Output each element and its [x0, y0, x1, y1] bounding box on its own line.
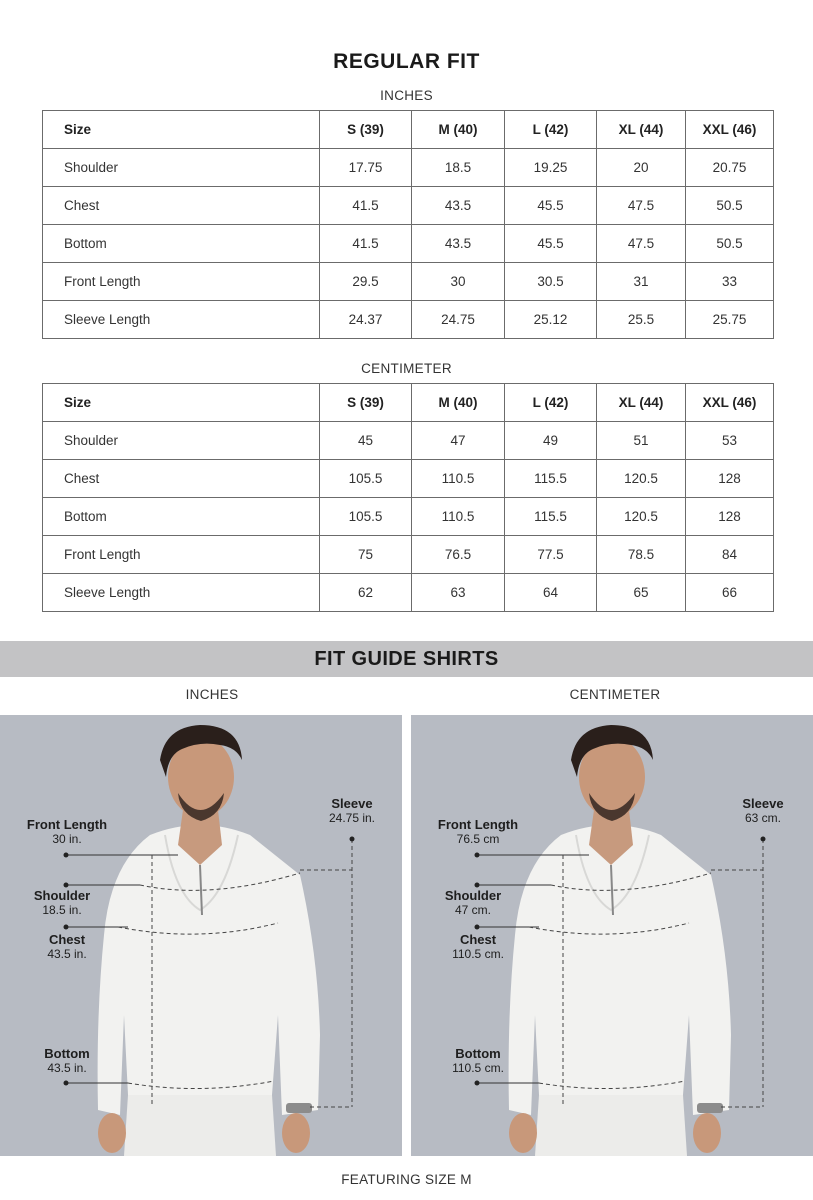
table-cell: 20 [597, 149, 686, 187]
row-label: Sleeve Length [43, 574, 320, 612]
table-cell: 128 [686, 498, 774, 536]
table-cell: 50.5 [686, 187, 774, 225]
row-label: Bottom [43, 498, 320, 536]
table-cell: 33 [686, 263, 774, 301]
column-header-size: Size [43, 111, 320, 149]
size-table-centimeter [42, 383, 774, 612]
row-label: Chest [43, 460, 320, 498]
front-length-value: 76.5 cm [456, 832, 500, 846]
table-cell: 41.5 [320, 187, 412, 225]
fit-guide-unit-centimeter: CENTIMETER [569, 687, 661, 702]
bottom-annotation [428, 1047, 528, 1075]
bottom-value: 43.5 in. [47, 1061, 87, 1075]
front-length-annotation [14, 818, 120, 846]
page-title: REGULAR FIT [333, 50, 480, 73]
column-header: S (39) [320, 111, 412, 149]
shoulder-value: 18.5 in. [42, 903, 82, 917]
fit-guide-unit-inches: INCHES [185, 687, 239, 702]
column-header: XL (44) [597, 384, 686, 422]
table-cell: 43.5 [412, 225, 505, 263]
table-cell: 45 [320, 422, 412, 460]
table-row [43, 498, 774, 536]
size-table-inches [42, 110, 774, 339]
column-header: XXL (46) [686, 111, 774, 149]
table-cell: 64 [505, 574, 597, 612]
table-cell: 84 [686, 536, 774, 574]
table-cell: 51 [597, 422, 686, 460]
table-cell: 47.5 [597, 225, 686, 263]
table-cell: 25.75 [686, 301, 774, 339]
row-label: Shoulder [43, 149, 320, 187]
table-cell: 120.5 [597, 498, 686, 536]
row-label: Front Length [43, 263, 320, 301]
table-cell: 66 [686, 574, 774, 612]
table-cell: 47.5 [597, 187, 686, 225]
row-label: Sleeve Length [43, 301, 320, 339]
front-length-value: 30 in. [52, 832, 82, 846]
table-row [43, 422, 774, 460]
sleeve-value: 24.75 in. [328, 811, 376, 825]
table-row [43, 460, 774, 498]
table-cell: 24.37 [320, 301, 412, 339]
chest-annotation [428, 933, 528, 961]
chest-label: Chest [48, 932, 86, 947]
fit-guide-banner: FIT GUIDE SHIRTS [0, 641, 813, 677]
bottom-annotation [17, 1047, 117, 1075]
table-row [43, 574, 774, 612]
table-row [43, 149, 774, 187]
table-row [43, 301, 774, 339]
table-cell: 31 [597, 263, 686, 301]
row-label: Chest [43, 187, 320, 225]
table-cell: 77.5 [505, 536, 597, 574]
sleeve-annotation [302, 797, 402, 825]
row-label: Bottom [43, 225, 320, 263]
table-row [43, 225, 774, 263]
column-header: L (42) [505, 384, 597, 422]
table-cell: 43.5 [412, 187, 505, 225]
chest-annotation [17, 933, 117, 961]
table-cell: 45.5 [505, 187, 597, 225]
table-cell: 105.5 [320, 498, 412, 536]
table-unit-label-inches: INCHES [380, 88, 433, 103]
table-cell: 120.5 [597, 460, 686, 498]
table-cell: 78.5 [597, 536, 686, 574]
bottom-value: 110.5 cm. [452, 1061, 504, 1075]
table-cell: 128 [686, 460, 774, 498]
fit-photo-inches [0, 715, 402, 1156]
table-cell: 25.5 [597, 301, 686, 339]
table-cell: 25.12 [505, 301, 597, 339]
featuring-size-caption: FEATURING SIZE M [341, 1172, 472, 1187]
shoulder-value: 47 cm. [454, 903, 491, 917]
fit-photo-centimeter [411, 715, 813, 1156]
table-cell: 24.75 [412, 301, 505, 339]
front-length-label: Front Length [26, 817, 108, 832]
table-cell: 30 [412, 263, 505, 301]
table-row [43, 536, 774, 574]
table-cell: 75 [320, 536, 412, 574]
column-header: M (40) [412, 384, 505, 422]
shoulder-label: Shoulder [33, 888, 91, 903]
front-length-annotation [425, 818, 531, 846]
table-cell: 110.5 [412, 498, 505, 536]
chest-value: 43.5 in. [47, 947, 87, 961]
front-length-label: Front Length [437, 817, 519, 832]
table-cell: 49 [505, 422, 597, 460]
row-label: Shoulder [43, 422, 320, 460]
column-header: M (40) [412, 111, 505, 149]
table-cell: 50.5 [686, 225, 774, 263]
table-cell: 65 [597, 574, 686, 612]
table-cell: 41.5 [320, 225, 412, 263]
table-cell: 110.5 [412, 460, 505, 498]
table-cell: 63 [412, 574, 505, 612]
table-header-row [43, 111, 774, 149]
table-cell: 29.5 [320, 263, 412, 301]
column-header: S (39) [320, 384, 412, 422]
column-header: L (42) [505, 111, 597, 149]
table-cell: 30.5 [505, 263, 597, 301]
table-unit-label-centimeter: CENTIMETER [361, 361, 452, 376]
column-header-size: Size [43, 384, 320, 422]
table-cell: 19.25 [505, 149, 597, 187]
table-cell: 53 [686, 422, 774, 460]
table-cell: 47 [412, 422, 505, 460]
shoulder-annotation [12, 889, 112, 917]
sleeve-label: Sleeve [742, 796, 784, 811]
table-cell: 115.5 [505, 460, 597, 498]
column-header: XXL (46) [686, 384, 774, 422]
table-cell: 76.5 [412, 536, 505, 574]
table-cell: 17.75 [320, 149, 412, 187]
table-cell: 62 [320, 574, 412, 612]
table-cell: 18.5 [412, 149, 505, 187]
bottom-label: Bottom [44, 1046, 90, 1061]
row-label: Front Length [43, 536, 320, 574]
table-row [43, 187, 774, 225]
column-header: XL (44) [597, 111, 686, 149]
chest-value: 110.5 cm. [452, 947, 504, 961]
bottom-label: Bottom [455, 1046, 501, 1061]
sleeve-value: 63 cm. [744, 811, 781, 825]
sleeve-annotation [713, 797, 813, 825]
chest-label: Chest [459, 932, 497, 947]
table-cell: 45.5 [505, 225, 597, 263]
table-cell: 20.75 [686, 149, 774, 187]
sleeve-label: Sleeve [331, 796, 373, 811]
table-cell: 105.5 [320, 460, 412, 498]
shoulder-annotation [423, 889, 523, 917]
shoulder-label: Shoulder [444, 888, 502, 903]
table-cell: 115.5 [505, 498, 597, 536]
table-header-row [43, 384, 774, 422]
table-row [43, 263, 774, 301]
